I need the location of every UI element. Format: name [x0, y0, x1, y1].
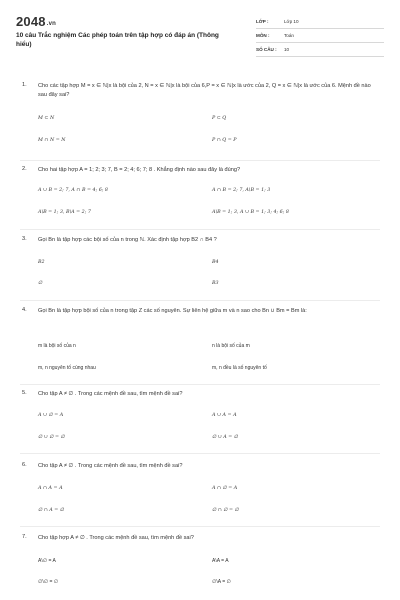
- question-text: Cho tập hợp A ≠ ∅ . Trong các mệnh đề sau, tìm mệnh đề sai?: [38, 535, 194, 541]
- divider: [20, 160, 380, 161]
- option-b[interactable]: A\A = A: [212, 558, 229, 564]
- divider: [20, 384, 380, 385]
- option-b[interactable]: n là bội số của m: [212, 343, 250, 349]
- option-c[interactable]: A\B = 1; 3, B\A = 2; 7: [38, 210, 91, 215]
- option-d[interactable]: ∅\A = ∅: [212, 579, 231, 585]
- meta-key: LỚP :: [256, 19, 269, 24]
- question-text: Cho hai tập hợp A = 1; 2; 3; 7, B = 2; 4; 6; 7; 8 . Khẳng định nào sau đây là đúng?: [38, 167, 241, 173]
- option-b[interactable]: B4: [212, 260, 219, 265]
- question-number: 3.: [22, 236, 27, 242]
- option-c[interactable]: m, n nguyên tố cùng nhau: [38, 365, 96, 371]
- divider: [20, 229, 380, 230]
- meta-key: MÔN :: [256, 33, 270, 38]
- question-text: Cho các tập hợp M = x ∈ ℕ|x là bội của 2, N = x ∈ ℕ|x là bội của 6,P = x ∈ ℕ|x là ước của 2, Q = x ∈ ℕ|x là ước của 6. Mệnh đề nào sau đây sai?: [38, 83, 371, 98]
- option-a[interactable]: A ∩ A = A: [38, 486, 63, 491]
- question-number: 2.: [22, 166, 27, 172]
- option-b[interactable]: A ∪ A = A: [212, 413, 237, 418]
- question-number: 6.: [22, 462, 27, 468]
- document-title: 10 câu Trắc nghiệm Các phép toán trên tập hợp có đáp án (Thông hiểu): [16, 32, 219, 48]
- question-text: Cho tập A ≠ ∅ . Trong các mệnh đề sau, tìm mệnh đề sai?: [38, 463, 183, 469]
- meta-table: [256, 16, 384, 58]
- question-number: 5.: [22, 390, 27, 396]
- option-a[interactable]: A ∪ B = 2; 7, A ∩ B = 4; 6; 8: [38, 188, 108, 193]
- logo-sub: .vn: [46, 21, 57, 27]
- option-d[interactable]: A\B = 1; 3, A ∪ B = 1; 3; 4; 6; 8: [212, 210, 289, 215]
- option-c[interactable]: ∅\∅ = ∅: [38, 579, 59, 585]
- option-c[interactable]: ∅: [38, 281, 43, 286]
- question-number: 1.: [22, 82, 27, 88]
- option-a[interactable]: A ∪ ∅ = A: [38, 413, 64, 418]
- option-b[interactable]: P ⊂ Q: [212, 116, 227, 121]
- option-d[interactable]: m, n đều là số nguyên tố: [212, 365, 267, 371]
- option-c[interactable]: M ∩ N = N: [38, 138, 66, 143]
- meta-value: Lớp 10: [284, 19, 299, 24]
- option-b[interactable]: A ∩ ∅ = A: [212, 486, 238, 491]
- meta-value: 10: [284, 47, 290, 52]
- option-a[interactable]: A\∅ = A: [38, 558, 56, 564]
- option-c[interactable]: ∅ ∪ ∅ = ∅: [38, 435, 65, 440]
- option-c[interactable]: ∅ ∩ A = ∅: [38, 508, 64, 513]
- option-a[interactable]: m là bội số của n: [38, 343, 76, 349]
- question-text: Gọi Bn là tập hợp bội số của n trong tập Z các số nguyên. Sự liên hệ giữa m và n sao cho Bn ∪ Bm = Bm là:: [38, 308, 307, 314]
- document-header: [0, 0, 400, 58]
- meta-row-count: [256, 44, 384, 57]
- meta-row-class: [256, 16, 384, 29]
- option-d[interactable]: ∅ ∪ A = ∅: [212, 435, 238, 440]
- question-text: Gọi Bn là tập hợp các bội số của n trong ℕ. Xác định tập hợp B2 ∩ B4 ?: [38, 237, 217, 243]
- question-text: Cho tập A ≠ ∅ . Trong các mệnh đề sau, tìm mệnh đề sai?: [38, 391, 183, 397]
- site-logo[interactable]: [16, 14, 56, 29]
- option-d[interactable]: ∅ ∩ ∅ = ∅: [212, 508, 239, 513]
- option-b[interactable]: A ∩ B = 2; 7, A\B = 1; 3: [212, 188, 271, 193]
- meta-value: Toán: [284, 33, 294, 38]
- option-a[interactable]: B2: [38, 260, 45, 265]
- question-number: 4.: [22, 307, 27, 313]
- option-a[interactable]: M ⊂ N: [38, 116, 55, 121]
- question-number: 7.: [22, 534, 27, 540]
- option-d[interactable]: B3: [212, 281, 219, 286]
- meta-row-subject: [256, 30, 384, 43]
- divider: [20, 453, 380, 454]
- divider: [20, 300, 380, 301]
- option-d[interactable]: P ∩ Q = P: [212, 138, 237, 143]
- divider: [20, 526, 380, 527]
- meta-key: SỐ CÂU :: [256, 47, 277, 52]
- logo-main: 2048: [16, 14, 46, 29]
